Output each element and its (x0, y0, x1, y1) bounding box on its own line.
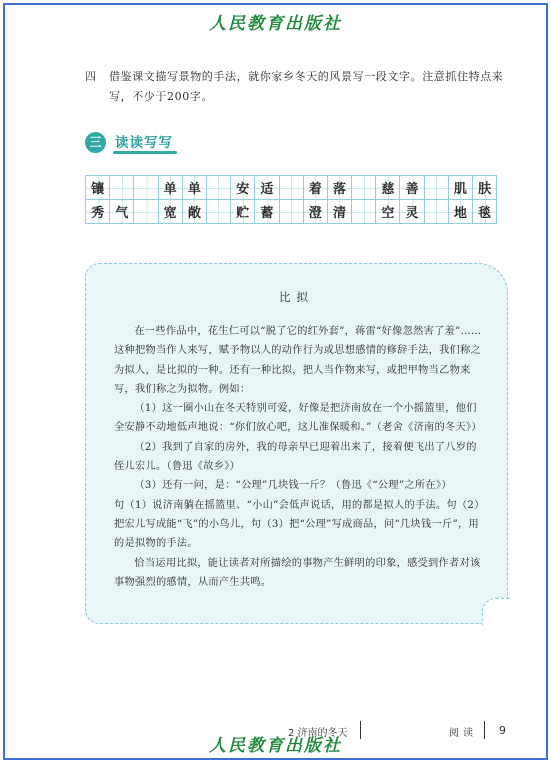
grid-cell: 安 (231, 176, 255, 200)
grid-cell: 适 (255, 176, 279, 200)
grid-cell: 秀 (86, 200, 110, 224)
grid-cell (134, 176, 158, 200)
page-number: 9 (499, 724, 506, 737)
publisher-footer: 人民教育出版社 (209, 736, 342, 756)
section-heading (85, 129, 285, 159)
grid-cell: 贮 (231, 200, 255, 224)
note-paragraph: 在一些作品中，花生仁可以“脱了它的红外套”，蒋雷“好像忽然害了羞”……这种把物当作人来写，赋予物以人的动作行为或思想感情的修辞手法，我们称之为拟人，是比拟的一种。还有一种比拟，把人当作物来写，或把甲物当乙物来写，我们称之为拟物。例如： (114, 326, 482, 395)
note-example-3: （3）还有一问，是：“公理”几块钱一斤？（鲁迅《“公理”之所在》） (134, 480, 452, 492)
grid-cell: 落 (327, 176, 351, 200)
note-example-2: （2）我到了自家的房外，我的母亲早已迎着出来了，接着便飞出了八岁的侄儿宏儿。（鲁迅《故乡》） (114, 441, 477, 473)
grid-cell (134, 200, 158, 224)
grid-cell: 慈 (376, 176, 400, 200)
grid-cell: 单 (182, 176, 206, 200)
grid-cell: 清 (327, 200, 351, 224)
grid-cell: 肌 (448, 176, 472, 200)
grid-cell: 宽 (158, 200, 182, 224)
grid-cell: 灵 (400, 200, 424, 224)
word-writing-grid (85, 175, 497, 224)
grid-cell (352, 200, 376, 224)
grid-cell (279, 200, 303, 224)
note-title: 比拟 (279, 290, 314, 304)
note-explanation: 句（1）说济南躺在摇篮里、“小山”会低声说话，用的都是拟人的手法。句（2）把宏儿写成能“飞”的小鸟儿，句（3）把“公理”写成商品，问“几块钱一斤”，用的是拟物的手法。 (114, 499, 480, 550)
section-number-badge: 三 (85, 132, 106, 153)
grid-row (86, 200, 497, 224)
publisher-header: 人民教育出版社 (209, 14, 342, 34)
grid-cell (206, 176, 230, 200)
grid-cell: 单 (158, 176, 182, 200)
grid-cell: 敞 (182, 200, 206, 224)
grid-cell (424, 176, 448, 200)
grid-cell: 毯 (473, 200, 497, 224)
grid-cell: 地 (448, 200, 472, 224)
grid-cell: 澄 (303, 200, 327, 224)
task-number: 四 (85, 70, 97, 83)
textbook-page (3, 3, 548, 760)
page-curl-decoration (482, 598, 509, 625)
grid-cell (206, 200, 230, 224)
note-body (114, 322, 482, 592)
section-underline (113, 151, 177, 154)
task-text: 借鉴课文描写景物的手法，就你家乡冬天的风景写一段文字。注意抓住特点来写，不少于200字。 (109, 70, 504, 103)
writing-task (85, 67, 505, 107)
footer-lesson: 2 济南的冬天 (288, 728, 348, 739)
rhetoric-note-box (85, 263, 508, 624)
grid-cell: 空 (376, 200, 400, 224)
grid-cell: 蓄 (255, 200, 279, 224)
grid-cell (424, 200, 448, 224)
section-title: 读读写写 (115, 135, 173, 151)
grid-cell: 着 (303, 176, 327, 200)
grid-cell (110, 176, 134, 200)
grid-cell: 善 (400, 176, 424, 200)
footer-section: 阅读 (449, 728, 477, 739)
grid-cell (352, 176, 376, 200)
grid-cell (279, 176, 303, 200)
note-conclusion: 恰当运用比拟，能让读者对所描绘的事物产生鲜明的印象，感受到作者对该事物强烈的感情，从而产生共鸣。 (114, 557, 481, 588)
grid-cell: 气 (110, 200, 134, 224)
grid-cell: 镶 (86, 176, 110, 200)
grid-cell: 肤 (473, 176, 497, 200)
note-example-1: （1）这一圈小山在冬天特别可爱，好像是把济南放在一个小摇篮里，他们全安静不动地低声地说：“你们放心吧，这儿准保暖和。”（老舍《济南的冬天》） (114, 403, 482, 434)
grid-row (86, 176, 497, 200)
